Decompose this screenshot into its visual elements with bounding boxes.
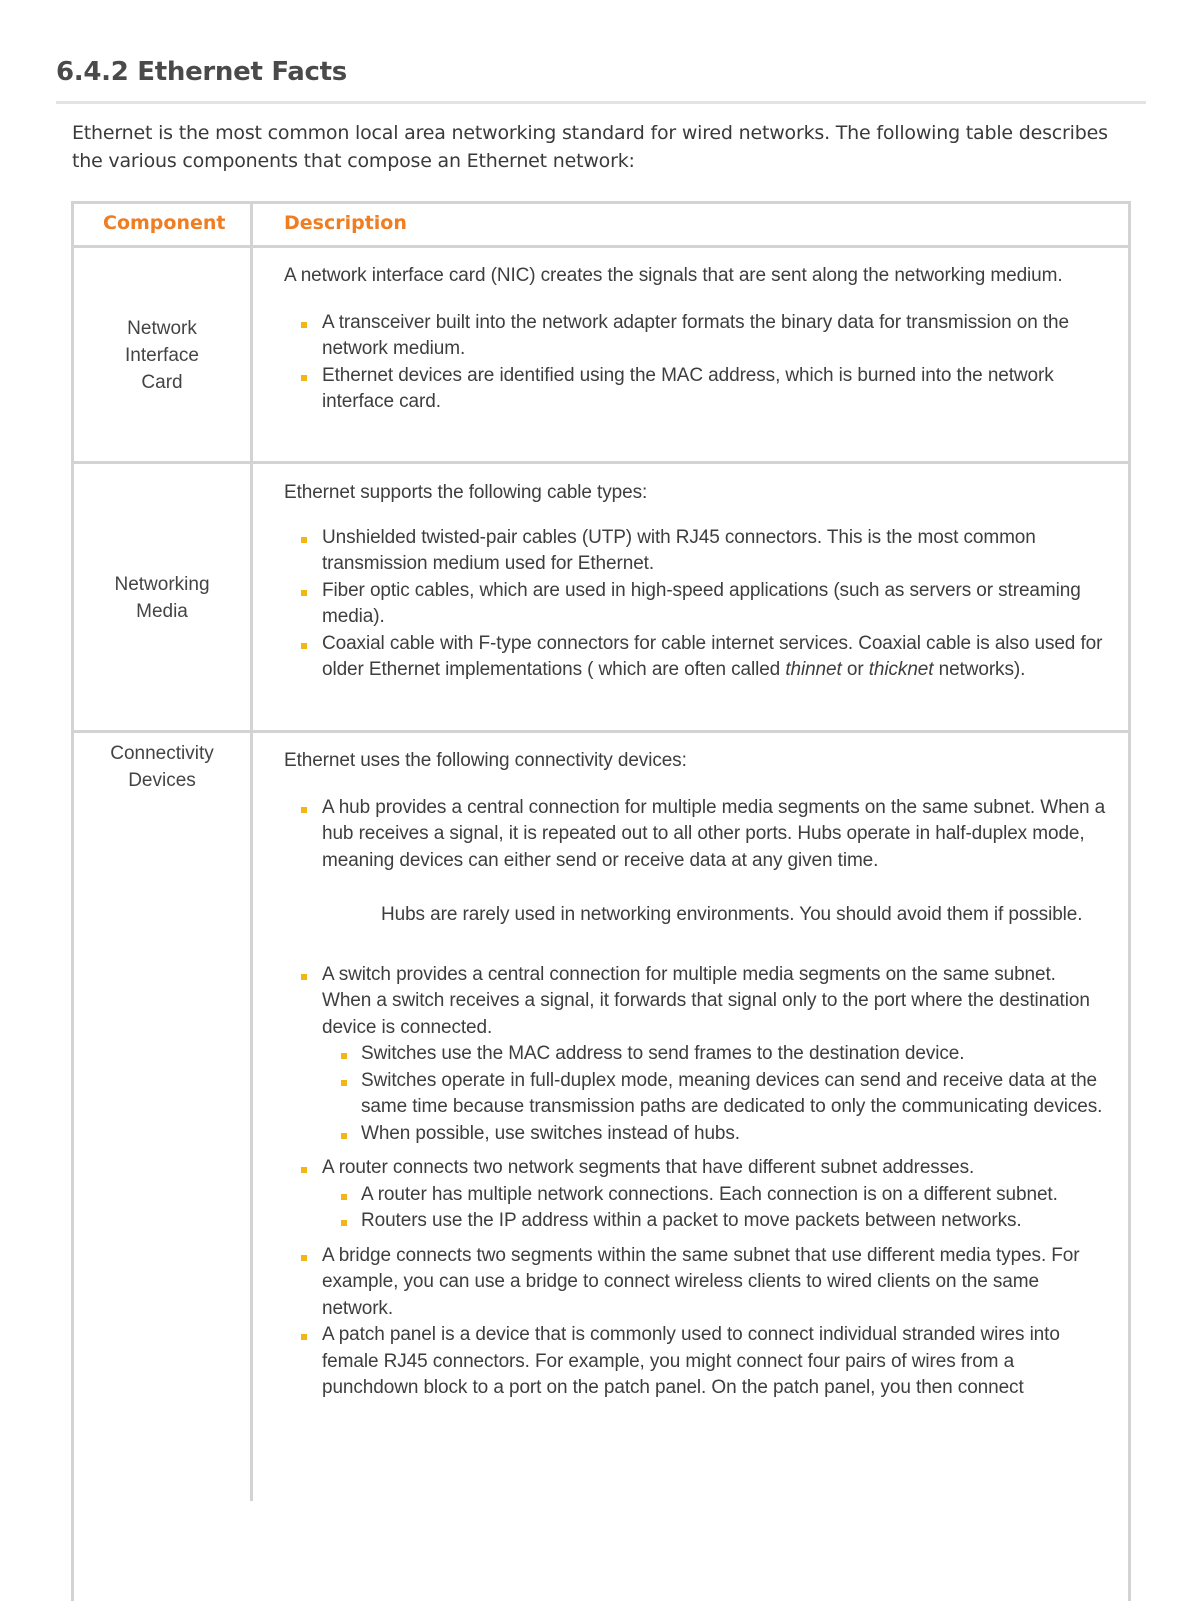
description-media (284, 480, 1109, 684)
component-connectivity: Connectivity Devices (110, 743, 214, 791)
component-nic: Network Interface Card (125, 318, 199, 393)
list-item: Switches operate in full-duplex mode, meaning devices can send and receive data at the same time because transmission paths are dedicated to only the communicating devices. (322, 1068, 1109, 1121)
list-item-hub: A hub provides a central connection for multiple media segments on the same subnet. When a hub receives a signal, it is repeated out to all other ports. Hubs operate in half-duplex mode, meaning devices can either send or receive data at any given time. (284, 795, 1109, 875)
bullet-icon (301, 375, 307, 381)
list-item: Fiber optic cables, which are used in high-speed applications (such as servers or streaming media). (284, 578, 1109, 631)
bullet-icon (341, 1053, 347, 1059)
list-item: Routers use the IP address within a packet to move packets between networks. (322, 1208, 1109, 1235)
router-sub-list (322, 1182, 1109, 1235)
list-item: Ethernet devices are identified using the MAC address, which is burned into the network interface card. (284, 363, 1109, 416)
component-media: Networking Media (114, 574, 210, 622)
bullet-icon (341, 1080, 347, 1086)
connectivity-bullet-list (284, 795, 1109, 875)
hub-note: Hubs are rarely used in networking environments. You should avoid them if possible. (381, 904, 1083, 925)
row-divider (71, 730, 1131, 733)
list-item: Coaxial cable with F-type connectors for cable internet services. Coaxial cable is also used for older Ethernet implementations ( which are often called thinnet or thicknet networks). (284, 631, 1109, 684)
list-item: Switches use the MAC address to send frames to the destination device. (322, 1041, 1109, 1068)
header-description: Description (284, 212, 407, 234)
bullet-icon (301, 1334, 307, 1340)
media-bullet-list (284, 525, 1109, 684)
list-item-bridge: A bridge connects two segments within the same subnet that use different media types. For example, you can use a bridge to connect wireless clients to wired clients on the same network. (284, 1243, 1109, 1323)
title-divider (56, 101, 1146, 104)
list-item-patch-panel: A patch panel is a device that is commonly used to connect individual stranded wires into female RJ45 connectors. For example, you might connect four pairs of wires from a punchdown block to a port on the patch panel. On the patch panel, you then connect (284, 1322, 1109, 1402)
bullet-icon (301, 537, 307, 543)
connectivity-lead: Ethernet uses the following connectivity devices: (284, 750, 687, 771)
bullet-icon (301, 974, 307, 980)
header-component: Component (103, 212, 226, 234)
description-nic (284, 263, 1109, 416)
bullet-icon (301, 643, 307, 649)
description-connectivity (284, 748, 1109, 1402)
page-title: 6.4.2 Ethernet Facts (56, 57, 347, 87)
list-item-switch: A switch provides a central connection for multiple media segments on the same subnet. When a switch receives a signal, it forwards that signal only to the port where the destination device is connected. Switches use the MAC address to send frames to the destination device. Switches operate in full-duplex mode, meaning devices can send and receive data at the same time because transmission paths are dedicated to only the communicating devices. When possible, use switches instead of hubs. (284, 962, 1109, 1148)
bullet-icon (301, 807, 307, 813)
bullet-icon (341, 1133, 347, 1139)
list-item-router: A router connects two network segments that have different subnet addresses. A router has multiple network connections. Each connection is on a different subnet. Routers use the IP address within a packet to move packets between networks. (284, 1155, 1109, 1235)
bullet-icon (301, 1255, 307, 1261)
media-lead: Ethernet supports the following cable types: (284, 482, 648, 503)
bullet-icon (301, 590, 307, 596)
row-divider (71, 461, 1131, 464)
list-item: A transceiver built into the network adapter formats the binary data for transmission on the network medium. (284, 310, 1109, 363)
switch-sub-list (322, 1041, 1109, 1147)
intro-paragraph: Ethernet is the most common local area networking standard for wired networks. The following table describes the various components that compose an Ethernet network: (72, 122, 1108, 172)
bullet-icon (341, 1220, 347, 1226)
list-item: A router has multiple network connections. Each connection is on a different subnet. (322, 1182, 1109, 1209)
list-item: Unshielded twisted-pair cables (UTP) with RJ45 connectors. This is the most common transmission medium used for Ethernet. (284, 525, 1109, 578)
column-divider (250, 201, 253, 1501)
nic-lead: A network interface card (NIC) creates the signals that are sent along the networking medium. (284, 265, 1063, 286)
nic-bullet-list (284, 310, 1109, 416)
list-item: When possible, use switches instead of hubs. (322, 1121, 1109, 1148)
bullet-icon (341, 1194, 347, 1200)
bullet-icon (301, 322, 307, 328)
header-row-divider (71, 245, 1131, 248)
connectivity-bullet-list-2 (284, 962, 1109, 1402)
bullet-icon (301, 1167, 307, 1173)
